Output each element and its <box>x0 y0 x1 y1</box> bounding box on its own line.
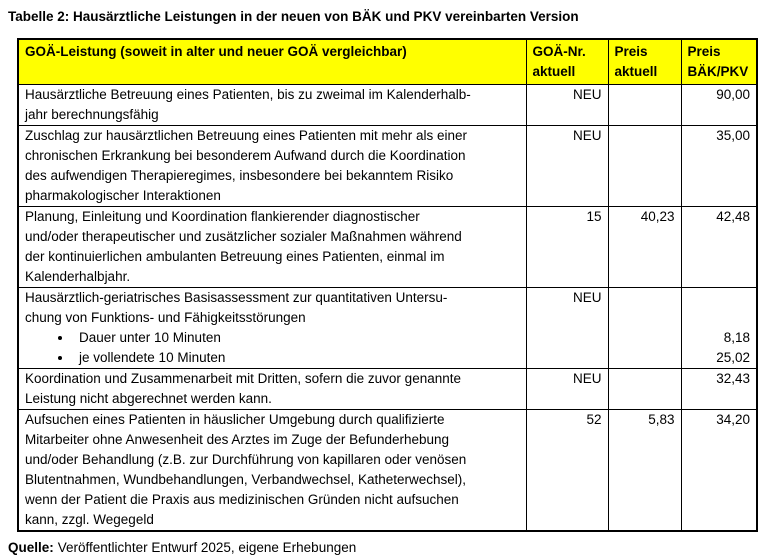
bullet-list <box>25 328 520 368</box>
text-line: des aufwendigen Therapieregimes, insbesondere bei bekanntem Risiko <box>25 168 454 183</box>
text-line: jahr berechnungsfähig <box>25 107 159 122</box>
source-label: Quelle: <box>8 540 54 555</box>
table-caption: Tabelle 2: Hausärztliche Leistungen in der neuen von BÄK und PKV vereinbarten Version <box>8 9 579 24</box>
column-header-preis-aktuell <box>608 39 681 85</box>
column-header-leistung <box>18 39 526 85</box>
preis-aktuell-cell <box>608 369 681 410</box>
text-line: aktuell <box>614 64 658 79</box>
text-line: Preis <box>614 44 648 59</box>
text-line: 25,02 <box>716 350 750 365</box>
leistung-cell <box>18 410 526 532</box>
text-line: GOÄ-Nr. <box>532 44 586 59</box>
preis-aktuell-cell <box>608 85 681 126</box>
goae-nr-cell: NEU <box>526 85 608 126</box>
text-line <box>688 308 751 328</box>
text-line: Hausärztliche Betreuung eines Patienten, bis zu zweimal im Kalenderhalb- <box>25 87 471 102</box>
text-line: Zuschlag zur hausärztlichen Betreuung eines Patienten mit mehr als einer <box>25 128 467 143</box>
leistung-cell <box>18 126 526 207</box>
text-line: chronischen Erkrankung bei besonderem Aufwand durch die Koordination <box>25 148 466 163</box>
preis-baek-pkv-cell <box>681 288 757 369</box>
goae-nr-cell: NEU <box>526 369 608 410</box>
table-row <box>18 410 757 532</box>
table-row <box>18 207 757 288</box>
preis-baek-pkv-cell: 32,43 <box>681 369 757 410</box>
preis-aktuell-cell <box>608 126 681 207</box>
bullet-item: • Dauer unter 10 Minuten <box>73 328 520 348</box>
column-header-preis-baek-pkv <box>681 39 757 85</box>
text-line: 8,18 <box>723 330 750 345</box>
preis-baek-pkv-cell: 90,00 <box>681 85 757 126</box>
column-header-goae-nr <box>526 39 608 85</box>
preis-aktuell-cell: 5,83 <box>608 410 681 532</box>
preis-baek-pkv-cell: 42,48 <box>681 207 757 288</box>
source-text: Veröffentlichter Entwurf 2025, eigene Erhebungen <box>57 540 357 555</box>
table-body <box>18 85 757 532</box>
goae-table <box>17 38 758 532</box>
leistung-cell <box>18 207 526 288</box>
table-row <box>18 126 757 207</box>
text-line: und/oder Behandlung (z.B. zur Durchführung von kapillaren oder venösen <box>25 452 467 467</box>
text-line: kann, zzgl. Wegegeld <box>25 512 154 527</box>
text-line: Aufsuchen eines Patienten in häuslicher Umgebung durch qualifizierte <box>25 412 445 427</box>
leistung-cell <box>18 288 526 369</box>
preis-aktuell-cell: 40,23 <box>608 207 681 288</box>
preis-baek-pkv-cell: 34,20 <box>681 410 757 532</box>
text-line: aktuell <box>532 64 576 79</box>
goae-nr-cell: NEU <box>526 126 608 207</box>
text-line: Preis <box>687 44 721 59</box>
text-line: GOÄ-Leistung (soweit in alter und neuer GOÄ vergleichbar) <box>25 44 407 59</box>
leistung-cell <box>18 85 526 126</box>
preis-baek-pkv-cell: 35,00 <box>681 126 757 207</box>
text-line <box>688 288 751 308</box>
text-line: Leistung nicht abgerechnet werden kann. <box>25 391 272 406</box>
text-line: und/oder therapeutischer und zusätzlicher sozialer Maßnahmen während <box>25 229 462 244</box>
source-line <box>8 539 768 556</box>
text-line: Koordination und Zusammenarbeit mit Dritten, sofern die zuvor genannte <box>25 371 461 386</box>
table-header-row-group <box>18 39 757 85</box>
text-line: Kalenderhalbjahr. <box>25 269 131 284</box>
text-line: wenn der Patient die Praxis aus medizinischen Gründen nicht aufsuchen <box>25 492 459 507</box>
text-line: Hausärztlich-geriatrisches Basisassessment zur quantitativen Untersu- <box>25 290 448 305</box>
text-line: pharmakologischer Interaktionen <box>25 188 221 203</box>
text-line: BÄK/PKV <box>687 64 749 79</box>
goae-nr-cell: 15 <box>526 207 608 288</box>
leistung-cell <box>18 369 526 410</box>
text-line: der kontinuierlichen ambulanten Betreuung eines Patienten, einmal im <box>25 249 445 264</box>
preis-aktuell-cell <box>608 288 681 369</box>
text-line: Planung, Einleitung und Koordination flankierender diagnostischer <box>25 209 420 224</box>
text-line: Blutentnahmen, Wundbehandlungen, Verbandwechsel, Katheterwechsel), <box>25 472 467 487</box>
table-row <box>18 369 757 410</box>
goae-nr-cell: 52 <box>526 410 608 532</box>
text-line: chung von Funktions- und Fähigkeitsstörungen <box>25 310 306 325</box>
table-row <box>18 85 757 126</box>
table-header-row <box>18 39 757 85</box>
bullet-item: • je vollendete 10 Minuten <box>73 348 520 368</box>
goae-nr-cell: NEU <box>526 288 608 369</box>
table-row <box>18 288 757 369</box>
text-line: Mitarbeiter ohne Anwesenheit des Arztes im Zuge der Befunderhebung <box>25 432 450 447</box>
